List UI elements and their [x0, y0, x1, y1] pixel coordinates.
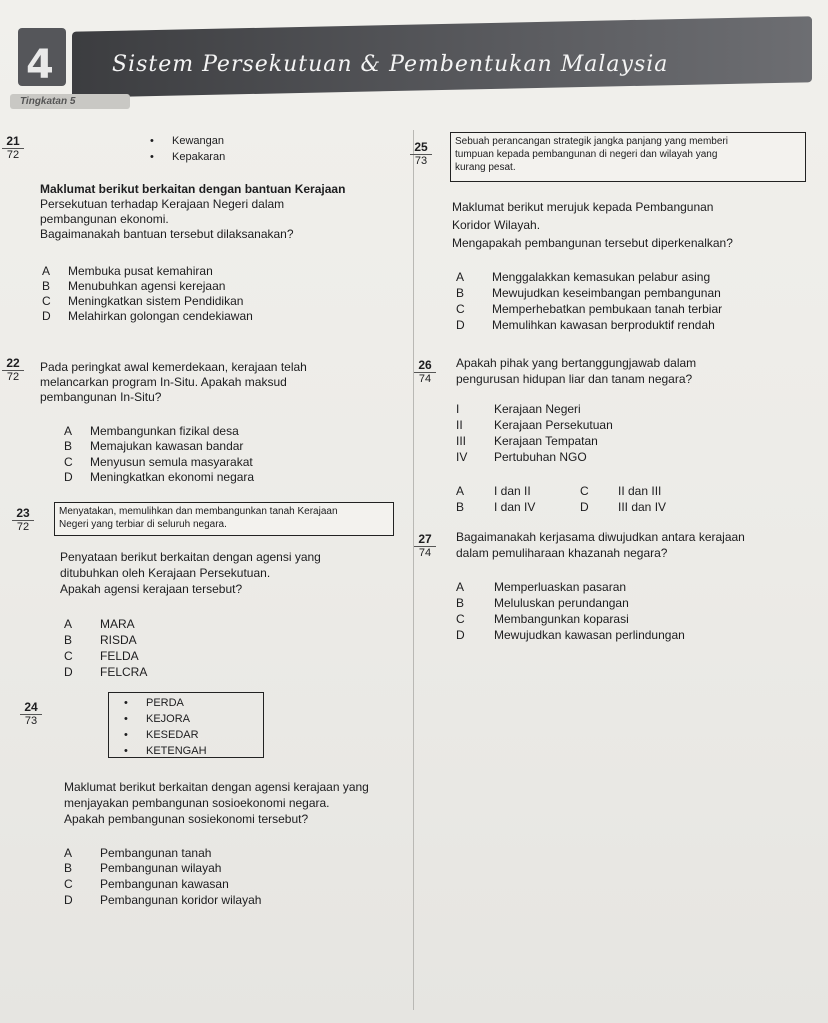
q23-stem: ditubuhkan oleh Kerajaan Persekutuan. — [60, 566, 271, 580]
q25-box-line: kurang pesat. — [455, 162, 516, 173]
q24-option-c[interactable]: C Pembangunan kawasan — [64, 877, 229, 891]
q21-question: Bagaimanakah bantuan tersebut dilaksanakan? — [40, 227, 294, 241]
q23-total: 72 — [12, 520, 34, 533]
q27-question: dalam pemuliharaan khazanah negara? — [456, 546, 668, 560]
q26-stem: Apakah pihak yang bertanggungjawab dalam — [456, 356, 697, 370]
q26-option-d[interactable]: D III dan IV — [580, 500, 667, 514]
q24-option-d[interactable]: D Pembangunan koridor wilayah — [64, 893, 262, 907]
q25-box-line: tumpuan kepada pembangunan di negeri dan wilayah yang — [455, 149, 718, 160]
question-number — [414, 532, 436, 559]
column-divider — [413, 130, 414, 1010]
q25-stem: Koridor Wilayah. — [452, 218, 541, 232]
q26-number: 26 — [418, 358, 432, 372]
q24-option-b[interactable]: B Pembangunan wilayah — [64, 861, 222, 875]
q27-option-b[interactable]: B Meluluskan perundangan — [456, 596, 629, 610]
q25-stem: Maklumat berikut merujuk kepada Pembangunan — [452, 200, 714, 214]
q24-stem: Maklumat berikut berkaitan dengan agensi kerajaan yang — [64, 780, 369, 794]
q22-option-b[interactable]: B Memajukan kawasan bandar — [64, 439, 244, 453]
q21-option-b[interactable]: B Menubuhkan agensi kerejaan — [42, 279, 226, 293]
chapter-number: 4 — [26, 42, 54, 88]
q22-stem: melancarkan program In-Situ. Apakah maksud — [40, 375, 287, 389]
q25-number: 25 — [414, 140, 428, 154]
q22-number: 22 — [6, 356, 20, 370]
q22-stem: Pada peringkat awal kemerdekaan, kerajaan telah — [40, 360, 307, 374]
question-number — [20, 700, 42, 727]
q23-option-a[interactable]: A MARA — [64, 617, 135, 631]
q25-option-d[interactable]: D Memulihkan kawasan berproduktif rendah — [456, 318, 715, 332]
q21-stem: Maklumat berikut berkaitan dengan bantuan Kerajaan — [40, 182, 346, 196]
q25-info-box — [450, 132, 806, 182]
q27-option-a[interactable]: A Memperluaskan pasaran — [456, 580, 627, 594]
q26-statement-1: I Kerajaan Negeri — [456, 402, 581, 416]
q23-option-b[interactable]: B RISDA — [64, 633, 137, 647]
q23-box-line: Menyatakan, memulihkan dan membangunkan tanah Kerajaan — [59, 506, 338, 517]
level-label: Tingkatan 5 — [10, 94, 130, 109]
q25-option-a[interactable]: A Menggalakkan kemasukan pelabur asing — [456, 270, 711, 284]
q26-statement-3: III Kerajaan Tempatan — [456, 434, 598, 448]
q27-option-c[interactable]: C Membangunkan koparasi — [456, 612, 629, 626]
list-item: • Kepakaran — [172, 150, 225, 164]
q24-stem: menjayakan pembangunan sosioekonomi negara. — [64, 796, 330, 810]
q24-number: 24 — [24, 700, 38, 714]
q26-statement-2: II Kerajaan Persekutuan — [456, 418, 613, 432]
q27-option-d[interactable]: D Mewujudkan kawasan perlindungan — [456, 628, 685, 642]
question-number — [2, 134, 24, 161]
list-item: • Kewangan — [172, 134, 224, 148]
q23-stem: Penyataan berikut berkaitan dengan agensi yang — [60, 550, 321, 564]
question-number — [2, 356, 24, 383]
q22-total: 72 — [2, 370, 24, 383]
q25-option-c[interactable]: C Memperhebatkan pembukaan tanah terbiar — [456, 302, 723, 316]
q21-number: 21 — [6, 134, 20, 148]
q21-option-c[interactable]: C Meningkatkan sistem Pendidikan — [42, 294, 244, 308]
q23-option-c[interactable]: C FELDA — [64, 649, 139, 663]
q26-option-c[interactable]: C II dan III — [580, 484, 662, 498]
q24-question: Apakah pembangunan sosiekonomi tersebut? — [64, 812, 309, 826]
q22-question: pembangunan In-Situ? — [40, 390, 162, 404]
q21-option-a[interactable]: A Membuka pusat kemahiran — [42, 264, 213, 278]
q23-question: Apakah agensi kerajaan tersebut? — [60, 582, 243, 596]
chapter-title: Sistem Persekutuan & Pembentukan Malaysia — [112, 52, 669, 77]
q26-question: pengurusan hidupan liar dan tanam negara? — [456, 372, 693, 386]
q26-option-b[interactable]: B I dan IV — [456, 500, 536, 514]
list-item: • KETENGAH — [146, 744, 207, 758]
q25-question: Mengapakah pembangunan tersebut diperkenalkan? — [452, 236, 733, 250]
q22-option-a[interactable]: A Membangunkan fizikal desa — [64, 424, 239, 438]
q25-total: 73 — [410, 154, 432, 167]
q24-total: 73 — [20, 714, 42, 727]
q26-statement-4: IV Pertubuhan NGO — [456, 450, 587, 464]
q24-option-a[interactable]: A Pembangunan tanah — [64, 846, 212, 860]
q27-number: 27 — [418, 532, 432, 546]
list-item: • KESEDAR — [146, 728, 199, 742]
q21-option-d[interactable]: D Melahirkan golongan cendekiawan — [42, 309, 253, 323]
q22-option-c[interactable]: C Menyusun semula masyarakat — [64, 455, 253, 469]
question-number — [410, 140, 432, 167]
q26-total: 74 — [414, 372, 436, 385]
list-item: • KEJORA — [146, 712, 190, 726]
q25-box-line: Sebuah perancangan strategik jangka panjang yang memberi — [455, 136, 728, 147]
list-item: • PERDA — [146, 696, 184, 710]
q21-stem: pembangunan ekonomi. — [40, 212, 169, 226]
q22-option-d[interactable]: D Meningkatkan ekonomi negara — [64, 470, 255, 484]
q27-total: 74 — [414, 546, 436, 559]
q23-box-line: Negeri yang terbiar di seluruh negara. — [59, 519, 227, 530]
q23-info-box — [54, 502, 394, 536]
q25-option-b[interactable]: B Mewujudkan keseimbangan pembangunan — [456, 286, 721, 300]
q23-option-d[interactable]: D FELCRA — [64, 665, 148, 679]
q26-option-a[interactable]: A I dan II — [456, 484, 531, 498]
question-number — [414, 358, 436, 385]
q21-total: 72 — [2, 148, 24, 161]
q23-number: 23 — [16, 506, 30, 520]
question-number — [12, 506, 34, 533]
q21-stem: Persekutuan terhadap Kerajaan Negeri dalam — [40, 197, 285, 211]
q27-stem: Bagaimanakah kerjasama diwujudkan antara kerajaan — [456, 530, 745, 544]
